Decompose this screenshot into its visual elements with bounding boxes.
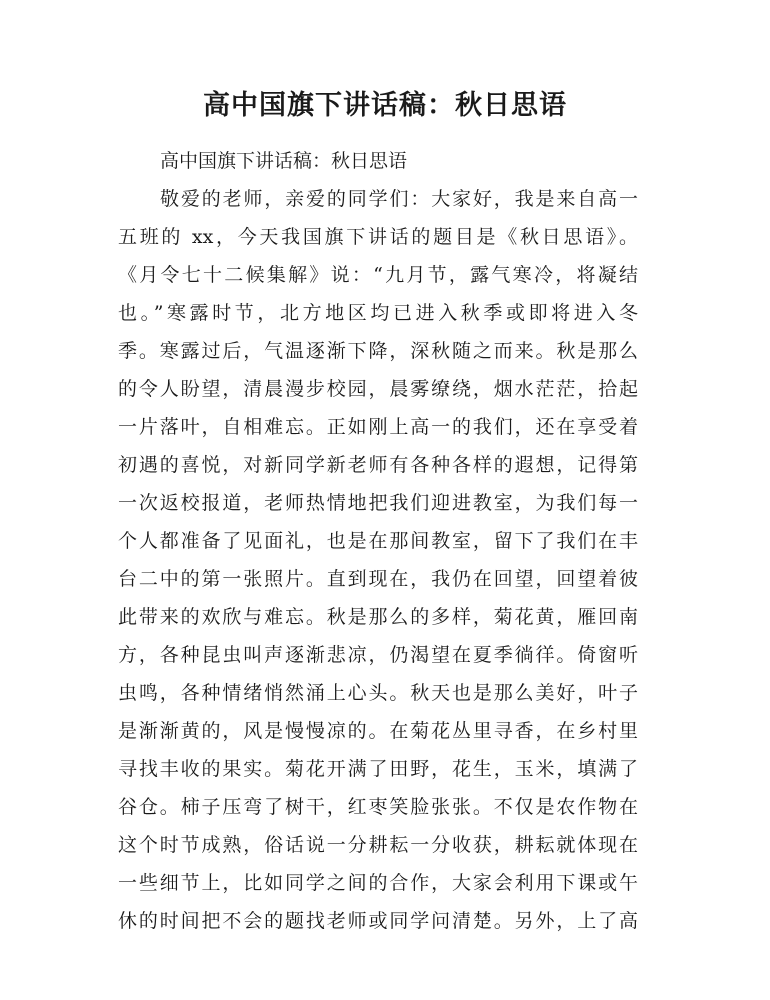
paragraph-line: 休的时间把不会的题找老师或同学问清楚。另外，上了高 [118, 910, 638, 932]
paragraph-line: 方，各种昆虫叫声逐渐悲凉，仍渴望在夏季徜徉。倚窗听 [118, 644, 638, 666]
paragraph-line: 这个时节成熟，俗话说一分耕耘一分收获，耕耘就体现在 [118, 834, 638, 856]
paragraph-line: 此带来的欢欣与难忘。秋是那么的多样，菊花黄，雁回南 [118, 606, 638, 628]
paragraph-line: 寻找丰收的果实。菊花开满了田野，花生，玉米，填满了 [118, 758, 638, 780]
paragraph-line: 敬爱的老师，亲爱的同学们：大家好，我是来自高一 [160, 188, 638, 210]
paragraph-line: 高中国旗下讲话稿：秋日思语 [160, 150, 408, 172]
paragraph-line: 虫鸣，各种情绪悄然涌上心头。秋天也是那么美好，叶子 [118, 682, 638, 704]
paragraph-line: 初遇的喜悦，对新同学新老师有各种各样的遐想，记得第 [118, 454, 638, 476]
document-title: 高中国旗下讲话稿：秋日思语 [203, 90, 567, 121]
paragraph-line: 也。”寒露时节，北方地区均已进入秋季或即将进入冬 [118, 302, 638, 324]
paragraph-line: 五班的 xx，今天我国旗下讲话的题目是《秋日思语》。 [118, 226, 638, 248]
paragraph-line: 个人都准备了见面礼，也是在那间教室，留下了我们在丰 [118, 530, 638, 552]
document-body [118, 142, 638, 940]
paragraph-line: 一片落叶，自相难忘。正如刚上高一的我们，还在享受着 [118, 416, 638, 438]
paragraph-line: 是渐渐黄的，风是慢慢凉的。在菊花丛里寻香，在乡村里 [118, 720, 638, 742]
paragraph-line: 谷仓。柿子压弯了树干，红枣笑脸张张。不仅是农作物在 [118, 796, 638, 818]
paragraph-line: 台二中的第一张照片。直到现在，我仍在回望，回望着彼 [118, 568, 638, 590]
paragraph-line: 一些细节上，比如同学之间的合作，大家会利用下课或午 [118, 872, 638, 894]
paragraph-line: 的令人盼望，清晨漫步校园，晨雾缭绕，烟水茫茫，拾起 [118, 378, 638, 400]
paragraph-line: 一次返校报道，老师热情地把我们迎进教室，为我们每一 [118, 492, 638, 514]
paragraph-line: 《月令七十二候集解》说：“九月节，露气寒冷，将凝结 [118, 264, 638, 286]
paragraph-line: 季。寒露过后，气温逐渐下降，深秋随之而来。秋是那么 [118, 340, 638, 362]
